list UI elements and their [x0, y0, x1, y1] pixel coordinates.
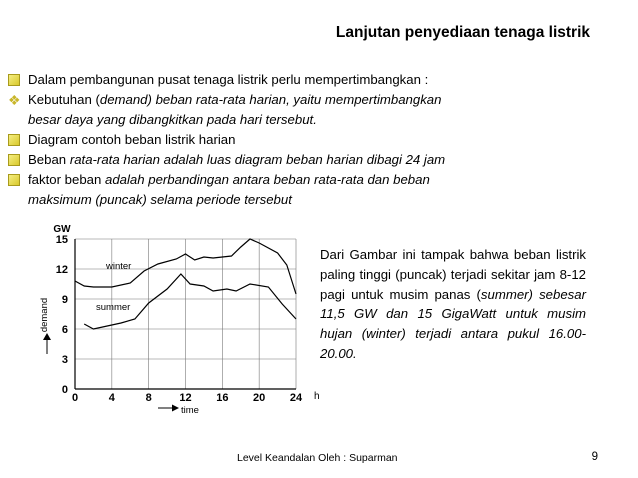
- square-bullet-icon: [8, 134, 20, 146]
- x-unit-label: h: [314, 391, 320, 402]
- bullet-text-italic: adalah perbandingan antara beban rata-rata dan beban: [104, 172, 430, 187]
- y-tick-label: 6: [61, 324, 68, 336]
- page-number: 9: [591, 451, 598, 463]
- bullet-text-italic: maksimum (puncak) selama periode tersebut: [28, 192, 292, 207]
- bullet-item: [6, 70, 606, 90]
- y-unit-label: GW: [53, 224, 71, 235]
- y-tick-label: 0: [61, 384, 68, 396]
- bullet-item: [6, 130, 606, 150]
- bullet-item: [6, 90, 606, 130]
- bullet-text: Kebutuhan (: [28, 92, 100, 107]
- square-bullet-icon: [8, 154, 20, 166]
- bullet-text: Diagram contoh beban listrik harian: [28, 132, 236, 147]
- bullet-item: [6, 150, 606, 170]
- bullet-list: [6, 70, 606, 210]
- x-axis-label: time: [181, 405, 199, 416]
- explanation-paragraph: [320, 245, 586, 364]
- paragraph-text-italic: summer) sebesar 11,5 GW dan 15 GigaWatt untuk musim hujan (winter) terjadi antara pukul 16.00- 20.00.: [320, 286, 586, 361]
- x-tick-label: 20: [253, 392, 266, 404]
- y-axis-label: demand: [39, 297, 50, 333]
- slide-title: Lanjutan penyediaan tenaga listrik: [335, 24, 590, 41]
- x-axis-arrow-head: [172, 405, 179, 412]
- square-bullet-icon: [8, 74, 20, 86]
- x-tick-label: 24: [289, 392, 303, 404]
- square-bullet-icon: [8, 174, 20, 186]
- summer-series-label: summer: [96, 302, 131, 313]
- y-tick-labels: [56, 234, 68, 396]
- y-axis-arrow-head: [43, 333, 51, 340]
- paragraph-text: Dari Gambar ini tampak bahwa beban listrik paling tinggi (puncak) terjadi sekitar jam 8-12 pagi untuk musim panas (: [320, 247, 586, 302]
- bullet-text-italic: besar daya yang dibangkitkan pada hari tersebut.: [28, 112, 317, 127]
- x-tick-label: 4: [108, 392, 115, 404]
- y-axis-title: [39, 298, 50, 332]
- footer-text: Level Keandalan Oleh : Suparman: [237, 452, 398, 464]
- bullet-text: Dalam pembangunan pusat tenaga listrik perlu mempertimbangkan :: [28, 72, 429, 87]
- x-tick-label: 0: [71, 392, 79, 404]
- x-tick-label: 16: [216, 392, 229, 404]
- bullet-text-italic: demand) beban rata-rata harian, yaitu mempertimbangkan: [99, 92, 442, 107]
- x-tick-labels: [72, 392, 303, 404]
- bullet-text-italic: rata-rata harian adalah luas diagram beban harian dibagi 24 jam: [69, 152, 446, 167]
- diamond-bullet-icon: ❖: [8, 92, 21, 108]
- bullet-text: faktor beban: [28, 172, 105, 187]
- y-tick-label: 15: [55, 234, 68, 246]
- y-tick-label: 3: [61, 354, 68, 366]
- y-tick-label: 12: [55, 264, 68, 276]
- bullet-item: [6, 170, 606, 210]
- winter-series-label: winter: [106, 261, 132, 272]
- x-tick-label: 8: [145, 392, 152, 404]
- y-tick-label: 9: [61, 294, 68, 306]
- daily-load-chart: [38, 220, 320, 416]
- bullet-text: Beban: [28, 152, 70, 167]
- x-tick-label: 12: [179, 392, 192, 404]
